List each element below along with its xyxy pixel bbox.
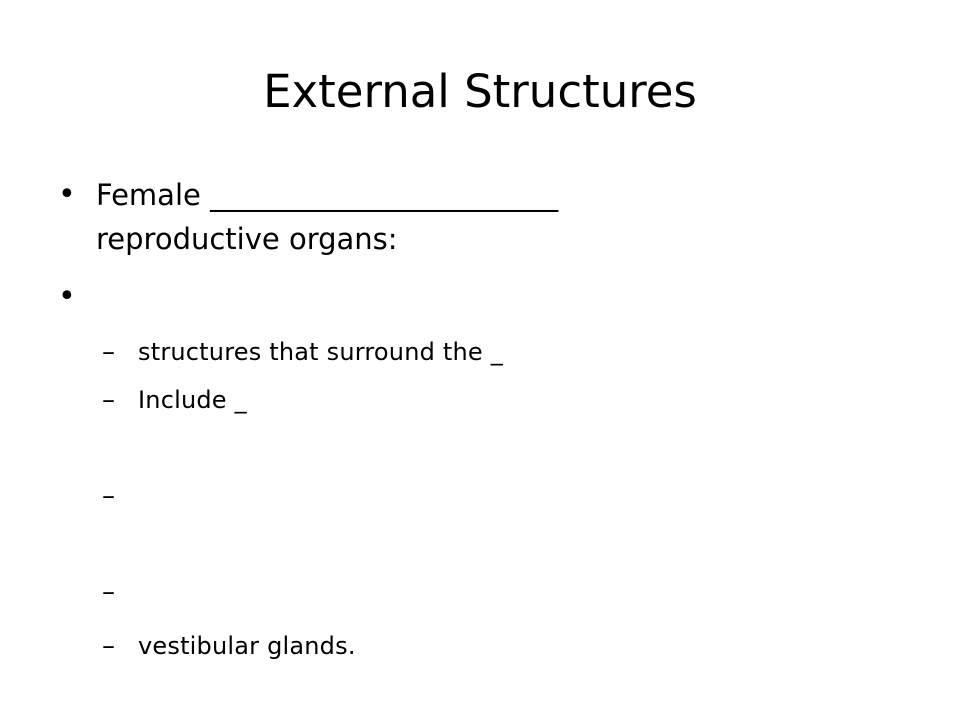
sub-item-dash: – <box>102 631 115 661</box>
bullet-text-line-2: reproductive organs: <box>96 222 398 256</box>
sub-item-text: structures that surround the _ <box>138 338 503 366</box>
bullet-marker: • <box>58 177 76 212</box>
sub-item-dash: – <box>102 385 115 415</box>
sub-item-text: Include _ <box>138 386 247 414</box>
bullet-marker: • <box>58 279 76 314</box>
sub-item-dash: – <box>102 481 115 511</box>
bullet-text-line-1: Female ________________________ <box>96 178 559 212</box>
sub-item-dash: – <box>102 577 115 607</box>
slide-title: External Structures <box>263 65 697 118</box>
sub-item-text: vestibular glands. <box>138 632 356 660</box>
sub-item-dash: – <box>102 337 115 367</box>
